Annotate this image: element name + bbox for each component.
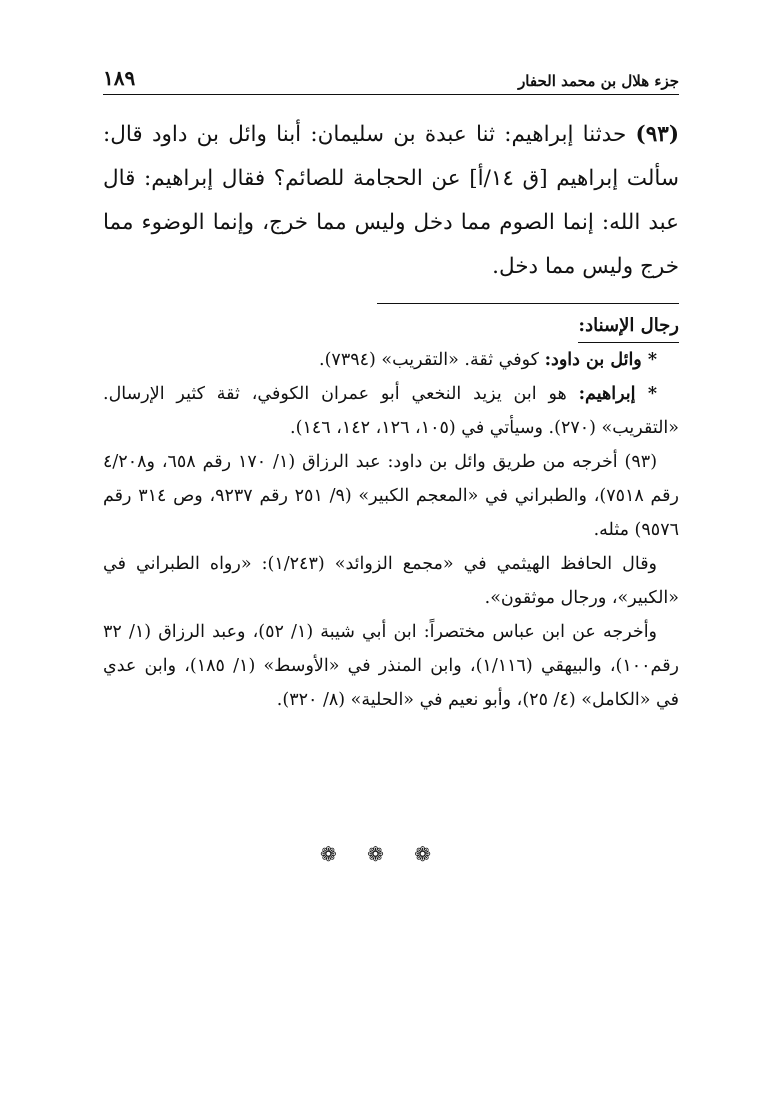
narrator-text: هو ابن يزيد النخعي أبو عمران الكوفي، ثقة كثير الإرسال. «التقريب» (٢٧٠). وسيأتي في (١٠٥، ١٢٦، ١٤٢، ١٤٦). xyxy=(103,384,679,438)
book-title: جزء هلال بن محمد الحفار xyxy=(518,72,679,90)
page-number: ١٨٩ xyxy=(103,66,136,90)
takhrij-paragraph: وقال الحافظ الهيثمي في «مجمع الزوائد» (١/٢٤٣): «رواه الطبراني في «الكبير»، ورجال موثقون». xyxy=(103,554,679,608)
hadith-number: (٩٣) xyxy=(635,122,679,147)
footnotes xyxy=(103,304,679,717)
section-end-ornament: ❁ ❁ ❁ xyxy=(320,842,443,866)
takhrij-paragraph: (٩٣) أخرجه من طريق وائل بن داود: عبد الرزاق (١/ ١٧٠ رقم ٦٥٨، و٤/٢٠٨ رقم ٧٥١٨)، والطبراني في «المعجم الكبير» (٩/ ٢٥١ رقم ٩٢٣٧، وص ٣١٤ رقم ٩٥٧٦) مثله. xyxy=(103,452,679,540)
hadith-text-block xyxy=(103,113,679,289)
takhrij-paragraph: وأخرجه عن ابن عباس مختصراً: ابن أبي شيبة (١/ ٥٢)، وعبد الرزاق (١/ ٣٢ رقم١٠٠)، والبيهقي (١/١١٦)، وابن المنذر في «الأوسط» (١/ ١٨٥)، وابن عدي في «الكامل» (٤/ ٢٥)، وأبو نعيم في «الحلية» (٨/ ٣٢٠). xyxy=(103,622,680,710)
narrator-note xyxy=(103,377,679,445)
narrator-text: كوفي ثقة. «التقريب» (٧٣٩٤). xyxy=(319,350,539,370)
page-body xyxy=(103,58,679,717)
narrator-label: * وائل بن داود: xyxy=(544,350,657,370)
hadith-text: حدثنا إبراهيم: ثنا عبدة بن سليمان: أبنا وائل بن داود قال: سألت إبراهيم [ق ١٤/أ] عن الحجامة للصائم؟ فقال إبراهيم: قال عبد الله: إنما الصوم مما دخل وليس مما خرج، وإنما الوضوء مما خرج وليس مما دخل. xyxy=(103,122,679,279)
rijal-heading: رجال الإسناد: xyxy=(578,310,679,343)
running-header xyxy=(103,58,679,95)
narrator-label: * إبراهيم: xyxy=(578,384,657,404)
narrator-note xyxy=(103,343,679,377)
